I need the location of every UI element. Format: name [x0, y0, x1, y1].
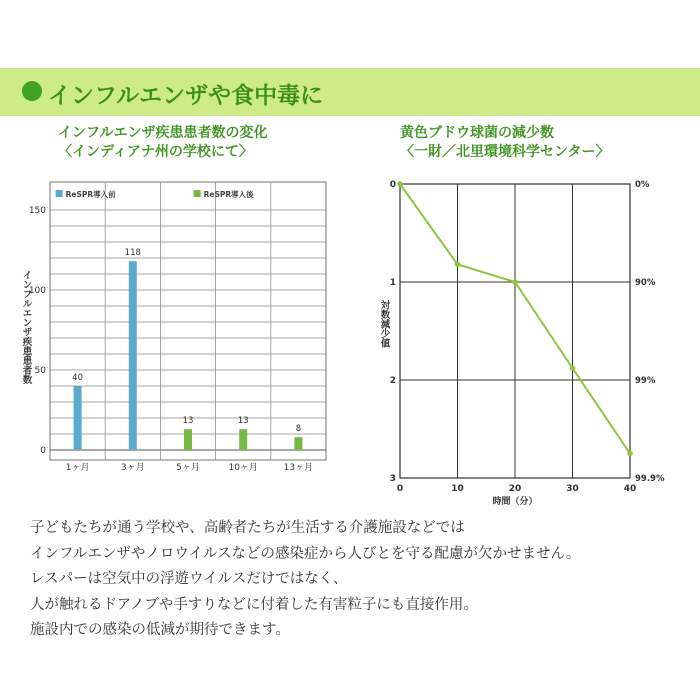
line-chart	[350, 170, 700, 510]
x-tick-label: 20	[508, 484, 522, 494]
bar-chart-subtitle: 〈インディアナ州の学校にて〉	[58, 144, 253, 160]
x-tick-label: 13ヶ月	[283, 463, 314, 473]
x-tick-label: 10ヶ月	[228, 463, 258, 473]
description-line: インフルエンザやノロウイルスなどの感染症から人びとを守る配慮が欠かせません。	[30, 545, 581, 562]
data-point	[455, 262, 461, 268]
y-tick-label: 1	[389, 278, 396, 288]
bar-value-label: 13	[237, 416, 249, 427]
y-tick-label: 0	[389, 180, 396, 190]
y-tick-label: 0	[40, 446, 46, 456]
bar-value-label: 40	[72, 373, 84, 383]
x-tick-label: 5ヶ月	[176, 463, 200, 473]
bar-value-label: 8	[295, 424, 302, 435]
section-banner	[0, 68, 700, 116]
x-tick-label: 10	[451, 484, 464, 494]
right-tick-label: 99.9%	[635, 474, 665, 484]
right-tick-label: 0%	[635, 180, 650, 190]
line-chart-title: 黄色ブドウ球菌の減少数	[400, 125, 554, 141]
bar	[239, 429, 247, 450]
y-tick-label: 2	[389, 376, 396, 386]
data-point	[512, 279, 518, 285]
legend-swatch	[194, 190, 201, 197]
bar	[294, 437, 302, 450]
legend-label: ReSPR導入前	[65, 190, 116, 199]
y-tick-label: 100	[28, 286, 46, 296]
x-tick-label: 0	[396, 484, 404, 494]
x-tick-label: 1ヶ月	[65, 463, 90, 473]
bar	[74, 386, 82, 450]
x-tick-label: 30	[566, 484, 579, 494]
x-tick-label: 40	[623, 484, 637, 494]
bar-chart-title: インフルエンザ疾患患者数の変化	[58, 125, 268, 141]
line-chart-subtitle: 〈一財／北里環境科学センター〉	[400, 144, 610, 160]
y-tick-label: 50	[34, 366, 46, 376]
description-line: 施設内での感染の低減が期待できます。	[30, 622, 290, 638]
y-axis-label: インフルエンザ疾患患者数	[20, 270, 32, 384]
data-point	[397, 181, 403, 187]
bar-value-label: 118	[124, 248, 141, 259]
description-line: 子どもたちが通う学校や、高齢者たちが生活する介護施設などでは	[30, 520, 465, 536]
bullet-dot-icon	[22, 81, 42, 101]
bar	[129, 261, 137, 450]
bar-chart-title-block	[58, 124, 267, 162]
bar-chart	[0, 170, 350, 500]
description-text	[30, 516, 680, 644]
description-line: レスパーは空気中の浮遊ウイルスだけではなく、	[30, 571, 348, 587]
description-line: 人が触れるドアノブや手すりなどに付着した有害粒子にも直接作用。	[30, 596, 478, 613]
line-chart-title-block	[400, 124, 609, 162]
banner-title: インフルエンザや食中毒に	[48, 83, 324, 109]
legend-label: ReSPR導入後	[203, 190, 254, 199]
bar	[184, 429, 192, 450]
bar-value-label: 13	[182, 416, 194, 427]
right-tick-label: 90%	[635, 278, 656, 288]
y-axis-label: 対数減少値	[378, 300, 390, 348]
x-axis-label: 時間（分）	[492, 497, 538, 507]
data-point	[570, 365, 576, 371]
legend-swatch	[56, 190, 63, 197]
y-tick-label: 3	[389, 474, 396, 484]
right-tick-label: 99%	[635, 376, 656, 386]
data-point	[627, 451, 633, 457]
y-tick-label: 150	[28, 206, 46, 216]
x-tick-label: 3ヶ月	[120, 463, 145, 473]
